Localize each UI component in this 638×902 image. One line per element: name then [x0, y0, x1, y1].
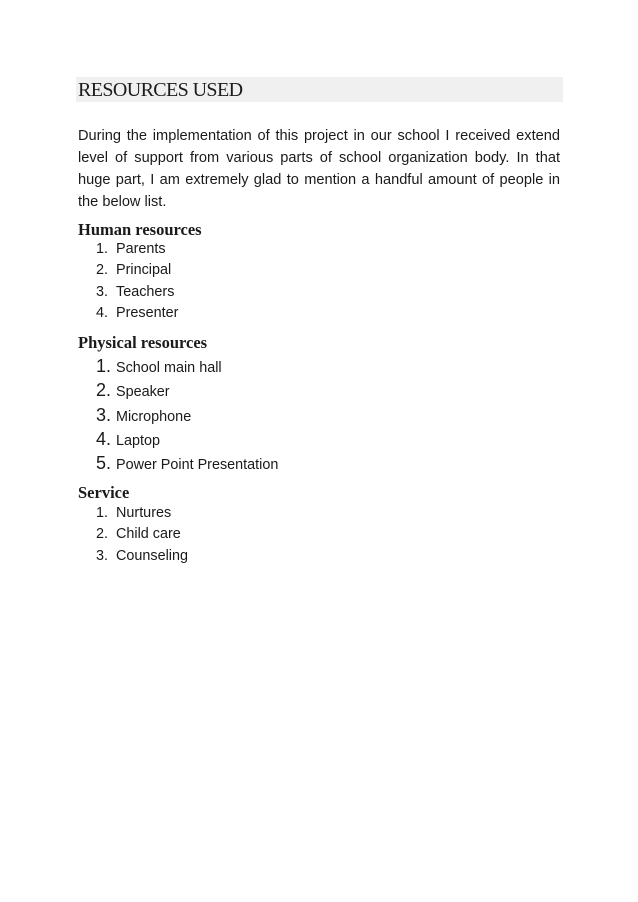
list-item-number: 2.	[96, 380, 112, 401]
list-item	[96, 282, 178, 303]
page-title: RESOURCES USED	[78, 79, 243, 101]
list-item	[96, 403, 278, 427]
list-item-number: 3.	[96, 547, 109, 564]
list-item-text: Speaker	[116, 384, 170, 401]
list-item-number: 4.	[96, 428, 112, 449]
list-item-text: Power Point Presentation	[116, 457, 279, 474]
list-item-number: 3.	[96, 283, 109, 300]
title-bar	[76, 77, 563, 102]
service-list	[96, 503, 188, 567]
list-item-text: School main hall	[116, 360, 222, 376]
list-item-text: Microphone	[116, 408, 192, 425]
intro-paragraph: During the implementation of this project in our school I received extend level of support from various parts of school organization body. In that huge part, I am extremely glad to mention a handful amount of people in the below list.	[78, 128, 560, 210]
list-item-text: Presenter	[116, 304, 179, 321]
human-resources-list	[96, 239, 178, 324]
list-item-number: 3.	[96, 404, 112, 425]
list-item	[96, 503, 188, 524]
list-item	[96, 354, 278, 378]
list-item	[96, 260, 178, 281]
list-item	[96, 378, 278, 402]
section-heading-human-resources: Human resources	[78, 220, 202, 239]
list-item-text: Counseling	[116, 547, 189, 564]
list-item	[96, 546, 188, 567]
section-heading-physical-resources: Physical resources	[78, 333, 208, 352]
list-item	[96, 303, 178, 324]
list-item-number: 1.	[96, 505, 109, 521]
list-item-text: Principal	[116, 262, 172, 279]
list-item-number: 1.	[96, 356, 112, 376]
physical-resources-list	[96, 354, 278, 475]
list-item	[96, 451, 278, 475]
list-item-text: Nurtures	[116, 505, 172, 521]
list-item	[96, 427, 278, 451]
section-heading-service: Service	[78, 483, 130, 502]
list-item-number: 5.	[96, 453, 112, 474]
list-item-text: Laptop	[116, 432, 161, 449]
list-item	[96, 239, 178, 260]
list-item	[96, 524, 188, 545]
list-item-text: Parents	[116, 241, 166, 257]
list-item-number: 1.	[96, 241, 109, 257]
list-item-number: 2.	[96, 526, 109, 543]
list-item-text: Child care	[116, 526, 181, 543]
list-item-number: 4.	[96, 304, 109, 321]
list-item-text: Teachers	[116, 283, 175, 300]
list-item-number: 2.	[96, 262, 109, 279]
